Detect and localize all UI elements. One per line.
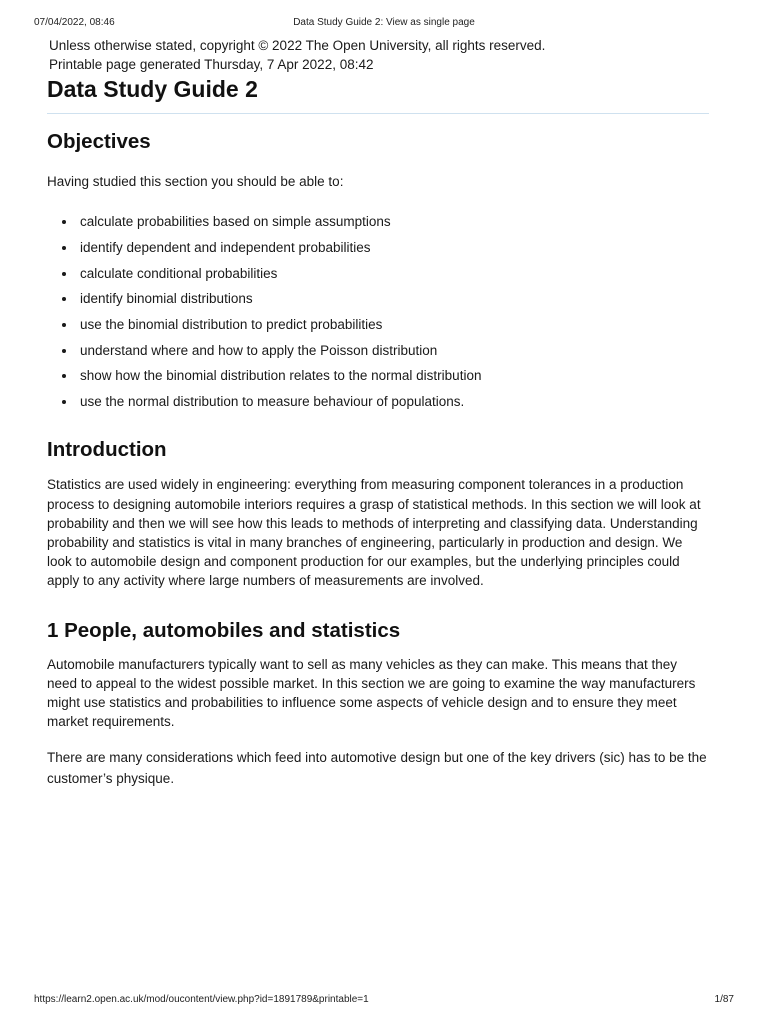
objective-item: show how the binomial distribution relates to the normal distribution <box>80 366 709 385</box>
objective-item: use the normal distribution to measure behaviour of populations. <box>80 392 709 411</box>
objective-item: understand where and how to apply the Poisson distribution <box>80 341 709 360</box>
section-1-paragraph-2: There are many considerations which feed into automotive design but one of the key drivers (sic) has to be the customer’s physique. <box>47 750 707 786</box>
objective-item: calculate conditional probabilities <box>80 264 709 283</box>
page-indicator: 1/87 <box>714 994 734 1005</box>
print-url: https://learn2.open.ac.uk/mod/oucontent/view.php?id=1891789&printable=1 <box>34 994 369 1005</box>
print-header <box>34 17 734 31</box>
page-title: Data Study Guide 2 <box>47 76 258 102</box>
objective-item: identify binomial distributions <box>80 289 709 308</box>
section-1-paragraph-1: Automobile manufacturers typically want to sell as many vehicles as they can make. This means that they need to appeal to the widest possible market. In this section we are going to examine the way manufacturers might use statistics and probabilities to influence some aspects of vehicle design and to ensure they meet market requirements. <box>47 656 696 730</box>
section-1-heading: 1 People, automobiles and statistics <box>47 618 401 642</box>
objectives-heading: Objectives <box>47 130 151 153</box>
print-datetime: 07/04/2022, 08:46 <box>34 17 115 28</box>
copyright-notice <box>49 36 545 74</box>
printable-generated-line: Printable page generated Thursday, 7 Apr 2022, 08:42 <box>49 57 374 72</box>
objective-item: calculate probabilities based on simple assumptions <box>80 212 709 231</box>
print-page-title: Data Study Guide 2: View as single page <box>293 17 475 28</box>
objectives-list <box>47 212 709 411</box>
objective-item: use the binomial distribution to predict probabilities <box>80 315 709 334</box>
main-content <box>47 123 709 789</box>
print-footer <box>34 994 734 1008</box>
objective-item: identify dependent and independent probabilities <box>80 238 709 257</box>
introduction-paragraph: Statistics are used widely in engineering: everything from measuring component tolerances in a production process to designing automobile interiors requires a grasp of statistical methods. In this section we will look at probability and then we will see how this leads to methods of interpreting and classifying data. Understanding probability and statistics is vital in many branches of engineering, particularly in production and design. We look to automobile design and component production for our examples, but the underlying principles could apply to any activity where large numbers of measurements are involved. <box>47 477 701 589</box>
introduction-heading: Introduction <box>47 438 167 462</box>
objectives-intro: Having studied this section you should be able to: <box>47 174 344 189</box>
copyright-line: Unless otherwise stated, copyright © 2022 The Open University, all rights reserved. <box>49 38 546 53</box>
title-divider <box>47 113 709 114</box>
